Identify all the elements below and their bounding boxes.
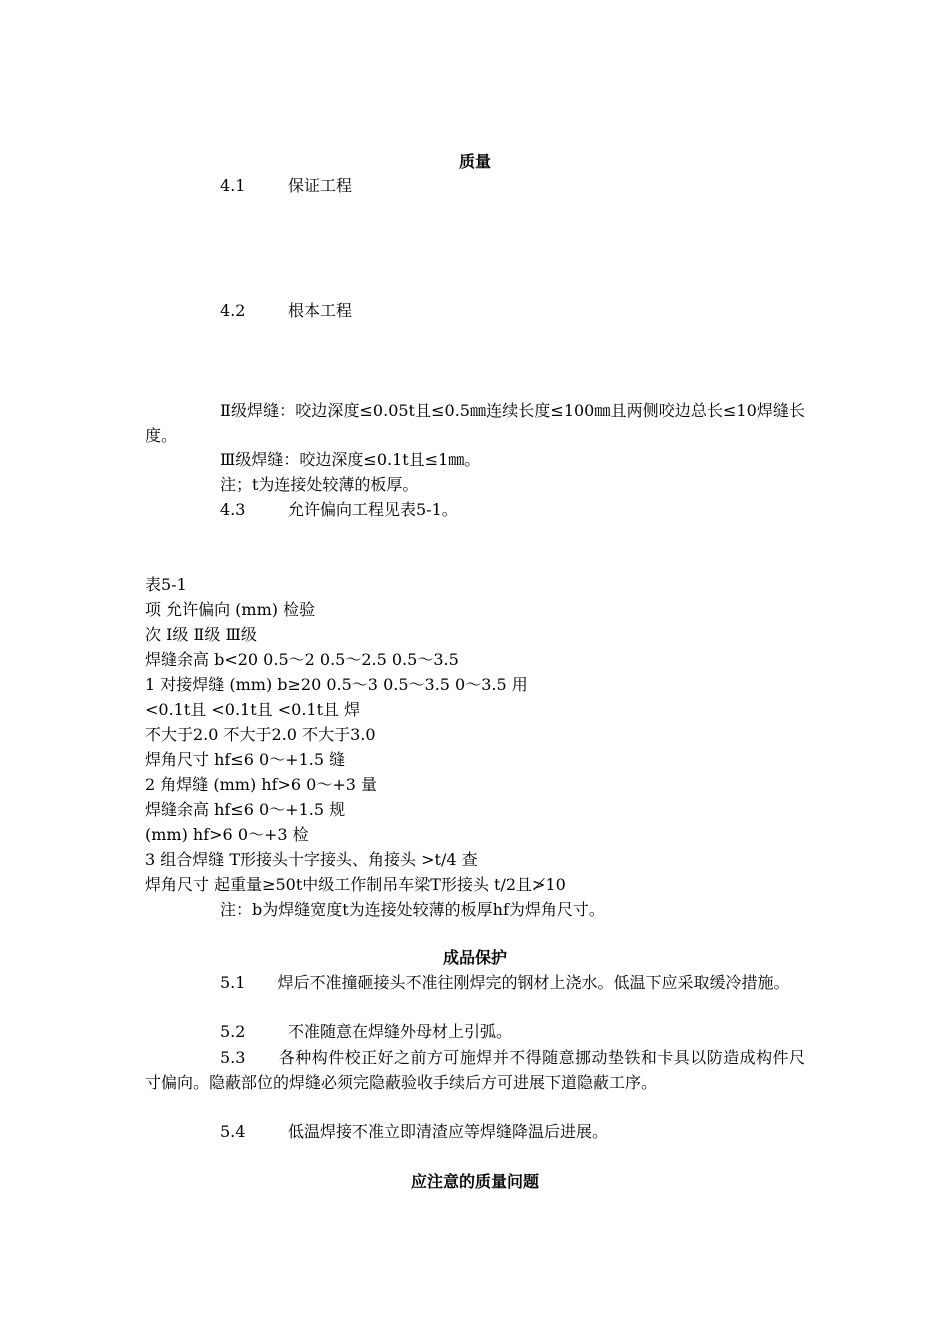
table-row: 项 允许偏向 (mm) 检验 [145, 600, 316, 619]
clause-number: 4.3 [220, 500, 246, 519]
table-row: 焊角尺寸 hf≤6 0～+1.5 缝 [145, 750, 346, 769]
section-title-quality: 质量 [458, 152, 491, 171]
table-row: 1 对接焊缝 (mm) b≥20 0.5～3 0.5～3.5 0～3.5 用 [145, 675, 528, 694]
clause-5-3: 5.3 各种构件校正好之前方可施焊并不得随意挪动垫铁和卡具以防造成构件尺寸偏向。隐蔽部位的焊缝必须完隐蔽验收手续后方可进展下道隐蔽工序。 [145, 1048, 805, 1092]
clause-number: 5.4 [220, 1122, 246, 1141]
clause-4-2 [220, 299, 352, 323]
grade-2-weld-paragraph: Ⅱ级焊缝：咬边深度≤0.05t且≤0.5㎜连续长度≤100㎜且两侧咬边总长≤10焊缝长度。 [145, 401, 805, 445]
table-row: 不大于2.0 不大于2.0 不大于3.0 [145, 725, 376, 744]
clause-text: 低温焊接不准立即清渣应等焊缝降温后进展。 [288, 1122, 609, 1141]
clause-5-2 [220, 1020, 512, 1044]
table-row: 2 角焊缝 (mm) hf>6 0～+3 量 [145, 775, 378, 794]
table-row: 3 组合焊缝 T形接头十字接头、角接头 >t/4 查 [145, 850, 478, 869]
clause-text: 保证工程 [288, 176, 353, 195]
clause-number: 4.1 [220, 176, 246, 195]
table-note: 注：b为焊缝宽度t为连接处较薄的板厚hf为焊角尺寸。 [220, 900, 605, 919]
table-label: 表5-1 [145, 575, 187, 594]
clause-text: 不准随意在焊缝外母材上引弧。 [288, 1022, 513, 1041]
section-title-product-protection: 成品保护 [442, 948, 507, 967]
table-row: <0.1t且 <0.1t且 <0.1t且 焊 [145, 700, 361, 719]
clause-4-3 [220, 498, 458, 522]
table-row: 焊缝余高 b<20 0.5～2 0.5～2.5 0.5～3.5 [145, 650, 459, 669]
section-title-quality-issues: 应注意的质量问题 [410, 1172, 539, 1191]
table-row: 焊角尺寸 起重量≥50t中级工作制吊车梁T形接头 t/2且≯10 [145, 875, 566, 894]
clause-text: 根本工程 [288, 301, 353, 320]
clause-number: 5.2 [220, 1022, 246, 1041]
table-row: (mm) hf>6 0～+3 检 [145, 825, 309, 844]
clause-number: 4.2 [220, 301, 246, 320]
grade-3-weld-line: Ⅲ级焊缝：咬边深度≤0.1t且≤1㎜。 [220, 450, 481, 469]
clause-text: 允许偏向工程见表5-1。 [288, 500, 458, 519]
clause-5-4 [220, 1120, 608, 1144]
thickness-note: 注；t为连接处较薄的板厚。 [220, 475, 419, 494]
clause-4-1 [220, 174, 352, 198]
table-row: 焊缝余高 hf≤6 0～+1.5 规 [145, 800, 346, 819]
table-row: 次 Ⅰ级 Ⅱ级 Ⅲ级 [145, 625, 257, 644]
clause-5-1: 5.1 焊后不准撞砸接头不准往刚焊完的钢材上浇水。低温下应采取缓冷措施。 [220, 973, 790, 992]
